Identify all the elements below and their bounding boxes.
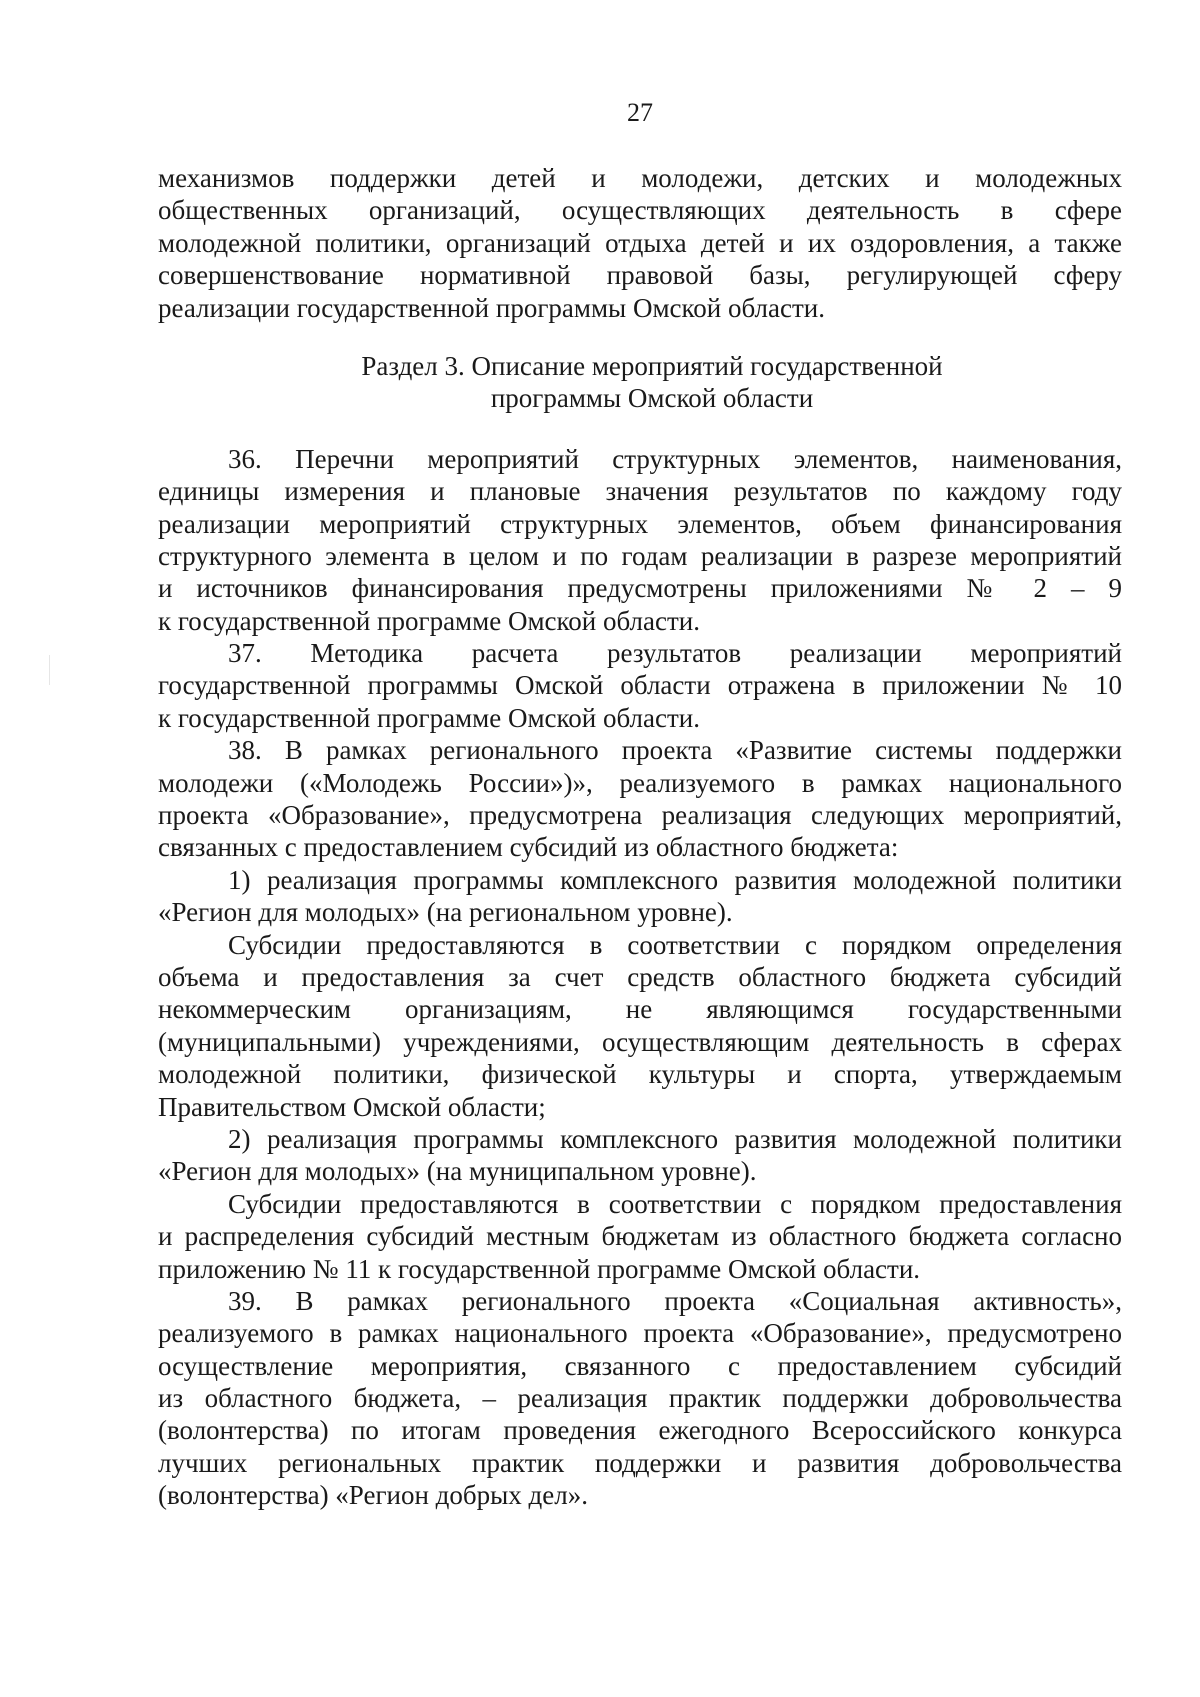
text-line: 39. В рамках регионального проекта «Социальная активность», bbox=[228, 1285, 1122, 1316]
text-line: лучших региональных практик поддержки и развития добровольчества bbox=[158, 1447, 1122, 1478]
text-line: молодежи («Молодежь России»)», реализуемого в рамках национального bbox=[158, 767, 1122, 798]
text-line: связанных с предоставлением субсидий из областного бюджета: bbox=[158, 832, 899, 863]
section-heading bbox=[158, 350, 1122, 415]
section-heading-line-1: Раздел 3. Описание мероприятий государственной bbox=[361, 350, 943, 381]
text-line: (волонтерства) по итогам проведения ежегодного Всероссийского конкурса bbox=[158, 1415, 1122, 1446]
intro-paragraph bbox=[158, 162, 1122, 324]
text-line: реализации мероприятий структурных элементов, объем финансирования bbox=[158, 508, 1122, 539]
text-line: 2) реализация программы комплексного развития молодежной политики bbox=[228, 1123, 1122, 1154]
paragraph-38 bbox=[158, 734, 1122, 864]
text-line: реализации государственной программы Омской области. bbox=[158, 292, 825, 323]
section-heading-line-2: программы Омской области bbox=[490, 383, 814, 414]
text-line: проекта «Образование», предусмотрена реализация следующих мероприятий, bbox=[158, 800, 1122, 831]
text-line: 36. Перечни мероприятий структурных элементов, наименования, bbox=[228, 443, 1122, 474]
list-item-1-subsidies bbox=[158, 929, 1122, 1123]
text-line: объема и предоставления за счет средств областного бюджета субсидий bbox=[158, 961, 1122, 992]
list-item-1 bbox=[158, 864, 1122, 929]
text-line: 37. Методика расчета результатов реализации мероприятий bbox=[228, 638, 1122, 669]
paragraph-36 bbox=[158, 443, 1122, 637]
text-line: приложению № 11 к государственной программе Омской области. bbox=[158, 1253, 921, 1284]
text-line: (муниципальными) учреждениями, осуществляющим деятельность в сферах bbox=[158, 1026, 1122, 1057]
text-line: единицы измерения и плановые значения результатов по каждому году bbox=[158, 476, 1122, 507]
text-line: совершенствование нормативной правовой базы, регулирующей сферу bbox=[158, 260, 1122, 291]
text-line: молодежной политики, организаций отдыха детей и их оздоровления, а также bbox=[158, 227, 1122, 258]
paragraph-39 bbox=[158, 1285, 1122, 1512]
text-line: молодежной политики, физической культуры и спорта, утверждаемым bbox=[158, 1059, 1122, 1090]
text-line: Правительством Омской области; bbox=[158, 1091, 546, 1122]
text-line: государственной программы Омской области отражена в приложении № 10 bbox=[158, 670, 1122, 701]
document-body bbox=[158, 162, 1122, 1512]
text-line: «Регион для молодых» (на региональном уровне). bbox=[158, 897, 733, 928]
list-item-2-subsidies bbox=[158, 1188, 1122, 1285]
paragraph-37 bbox=[158, 637, 1122, 734]
scan-margin-mark bbox=[49, 655, 50, 685]
text-line: Субсидии предоставляются в соответствии с порядком определения bbox=[228, 929, 1122, 960]
text-line: Субсидии предоставляются в соответствии с порядком предоставления bbox=[228, 1188, 1122, 1219]
text-line: и источников финансирования предусмотрены приложениями № 2 – 9 bbox=[158, 573, 1122, 604]
text-line: общественных организаций, осуществляющих деятельность в сфере bbox=[158, 195, 1122, 226]
text-line: некоммерческим организациям, не являющимся государственными bbox=[158, 994, 1122, 1025]
text-line: 1) реализация программы комплексного развития молодежной политики bbox=[228, 864, 1122, 895]
text-line: и распределения субсидий местным бюджетам из областного бюджета согласно bbox=[158, 1221, 1122, 1252]
text-line: из областного бюджета, – реализация практик поддержки добровольчества bbox=[158, 1383, 1122, 1414]
text-line: 38. В рамках регионального проекта «Развитие системы поддержки bbox=[228, 735, 1122, 766]
text-line: (волонтерства) «Регион добрых дел». bbox=[158, 1480, 588, 1511]
text-line: структурного элемента в целом и по годам реализации в разрезе мероприятий bbox=[158, 540, 1122, 571]
page-number: 27 bbox=[627, 98, 653, 127]
text-line: к государственной программе Омской области. bbox=[158, 605, 700, 636]
text-line: «Регион для молодых» (на муниципальном уровне). bbox=[158, 1156, 757, 1187]
list-item-2 bbox=[158, 1123, 1122, 1188]
text-line: реализуемого в рамках национального проекта «Образование», предусмотрено bbox=[158, 1318, 1122, 1349]
text-line: механизмов поддержки детей и молодежи, детских и молодежных bbox=[158, 163, 1122, 193]
text-line: осуществление мероприятия, связанного с предоставлением субсидий bbox=[158, 1350, 1122, 1381]
text-line: к государственной программе Омской области. bbox=[158, 702, 700, 733]
